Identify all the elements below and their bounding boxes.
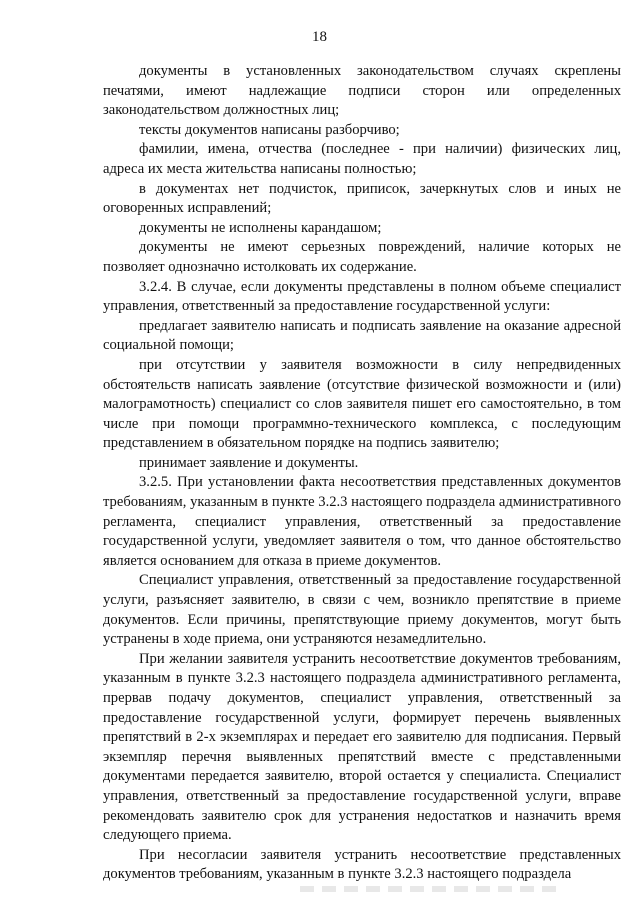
paragraph-4: в документах нет подчисток, приписок, зачеркнутых слов и иных не оговоренных исправлений; [103,180,621,217]
scan-artifact [300,886,560,892]
paragraph-5: документы не исполнены карандашом; [139,219,382,236]
paragraph-3: фамилии, имена, отчества (последнее - при наличии) физических лиц, адреса их места жительства написаны полностью; [103,141,621,177]
paragraph-3-2-4: 3.2.4. В случае, если документы представлены в полном объеме специалист управления, ответственный за предоставление государственной услуги: [103,278,621,315]
page-number: 18 [312,29,327,45]
paragraph-10: принимает заявление и документы. [139,454,359,471]
paragraph-6: документы не имеют серьезных повреждений, наличие которых не позволяет однозначно истолковать их содержание. [103,239,621,275]
document-body [103,62,621,885]
paragraph-8: предлагает заявителю написать и подписать заявление на оказание адресной социальной помощи; [103,317,621,354]
paragraph-12: Специалист управления, ответственный за предоставление государственной услуги, разъясняет заявителю, в связи с чем, возникло препятствие в приеме документов. Если причины, препятствующие приему документов, могут быть устранены в ходе приема, они устраняются незамедлительно. [103,572,621,648]
paragraph-3-2-5: 3.2.5. При установлении факта несоответствия представленных документов требованиям, указанным в пункте 3.2.3 настоящего подраздела административного регламента, специалист управления, ответственный за предоставление государственной услуги, уведомляет заявителя о том, что данное обстоятельство является основанием для отказа в приеме документов. [103,474,621,569]
paragraph-1: документы в установленных законодательством случаях скреплены печатями, имеют надлежащие подписи сторон или определенных законодательством должностных лиц; [103,63,621,119]
paragraph-9: при отсутствии у заявителя возможности в силу непредвиденных обстоятельств написать заявление (отсутствие физической возможности и (или) малограмотность) специалист со слов заявителя пишет его самостоятельно, в том числе при помощи программно-технического комплекса, с последующим представлением в обязательном порядке на подпись заявителю; [103,356,621,452]
paragraph-13: При желании заявителя устранить несоответствие документов требованиям, указанным в пункте 3.2.3 настоящего подраздела административного регламента, прервав подачу документов, специалист управления, ответственный за предоставление государственной услуги, формирует перечень выявленных препятствий в 2-х экземплярах и передает его заявителю для подписания. Первый экземпляр перечня выявленных препятствий вместе с представленными документами передается заявителю, второй остается у специалиста. Специалист управления, ответственный за предоставление государственной услуги, вправе рекомендовать заявителю срок для устранения недостатков и назначить время следующего приема. [103,650,621,844]
paragraph-14: При несогласии заявителя устранить несоответствие представленных документов требованиям, указанным в пункте 3.2.3 настоящего подраздела [103,846,621,883]
paragraph-2: тексты документов написаны разборчиво; [139,121,400,138]
